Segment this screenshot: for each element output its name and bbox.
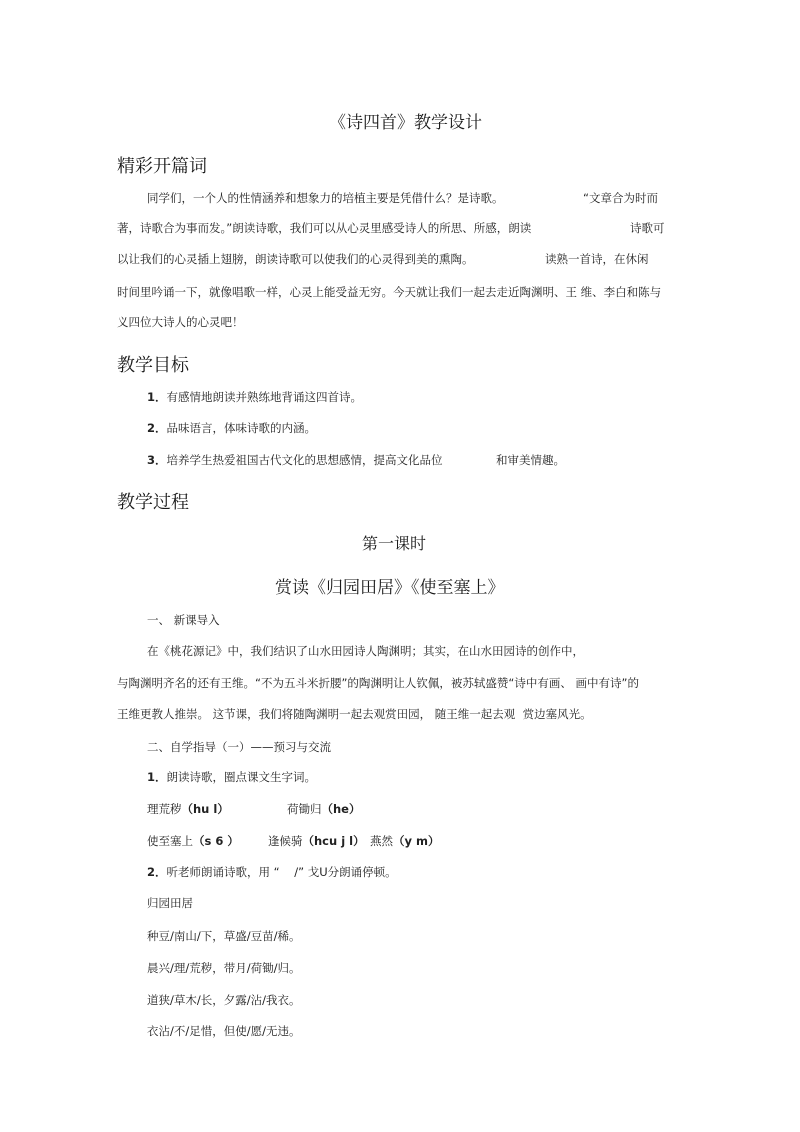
vocab-pinyin: （y m） [393,834,440,848]
goal-number: 1． [147,390,167,404]
poem-line-2: 晨兴/理/荒秽，带月/荷锄/归。 [147,961,301,975]
goal-item-1 [147,389,362,405]
goal-text: 培养学生热爱祖国古代文化的思想感情，提高文化品位 [166,453,443,467]
vocab-pinyin: （he） [321,802,361,816]
lesson-title: 第一课时 [362,534,427,553]
part1-heading: 一、 新课导入 [147,613,220,627]
vocab-item-5 [370,833,439,849]
step-number: 1． [147,770,167,784]
part2-heading: 二、自学指导（一）——预习与交流 [147,740,331,754]
step-text: 听老师朗诵诗歌，用 “ /” 戈U分朗诵停顿。 [166,865,397,879]
poem-line-4: 衣沾/不/足惜，但使/愿/无违。 [147,1024,301,1038]
intro-line-4: 时间里吟诵一下，就像唱歌一样，心灵上能受益无穷。今天就让我们一起去走近陶渊明、王 维、李白和陈与 [117,285,662,299]
step-1 [147,769,316,785]
vocab-pinyin: （hu l） [181,802,229,816]
goal-item-2 [147,420,316,436]
vocab-word: 逢候骑 [268,834,303,848]
goal-number: 3． [147,453,167,467]
lesson-subtitle: 赏读《归园田居》《使至塞上》 [275,578,505,598]
step-text: 朗读诗歌，圈点课文生字词。 [166,770,317,784]
step-number: 2． [147,865,167,879]
vocab-pinyin: （s 6 ） [193,834,239,848]
intro-line-1a: 同学们，一个人的性情涵养和想象力的培植主要是凭借什么？是诗歌。 [147,191,504,205]
vocab-item-1 [147,801,229,817]
intro-line-2b: 诗歌可 [630,221,665,235]
intro-heading: 精彩开篇词 [117,156,207,177]
part1-line-3: 王维更教人推崇。 这节课，我们将随陶渊明一起去观赏田园， 随王维一起去观 赏边塞风光。 [117,707,592,721]
intro-line-2a: 著，诗歌合为事而发。”朗读诗歌，我们可以从心灵里感受诗人的所思、所感，朗读 [117,221,532,235]
goals-heading: 教学目标 [117,355,189,376]
step-2 [147,864,397,880]
vocab-item-2 [287,801,361,817]
poem-line-1: 种豆/南山/下，草盛/豆苗/稀。 [147,929,301,943]
vocab-word: 荷锄归 [287,802,322,816]
part1-line-1: 在《桃花源记》中，我们结识了山水田园诗人陶渊明；其实，在山水田园诗的创作中， [147,644,584,658]
goal-number: 2． [147,421,167,435]
goal-text: 有感情地朗读并熟练地背诵这四首诗。 [166,390,363,404]
vocab-word: 理荒秽 [147,802,182,816]
poem-title: 归园田居 [147,896,193,910]
vocab-word: 使至塞上 [147,834,193,848]
document-title: 《诗四首》教学设计 [329,113,482,133]
goal-item-3 [147,452,443,468]
intro-line-1b: “文章合为时而 [583,191,658,205]
intro-line-3a: 以让我们的心灵插上翅膀，朗读诗歌可以使我们的心灵得到美的熏陶。 [117,252,474,266]
goal-text: 品味语言，体味诗歌的内涵。 [166,421,317,435]
vocab-pinyin: （hcu j l） [302,834,365,848]
process-heading: 教学过程 [117,492,189,513]
vocab-item-4 [268,833,365,849]
vocab-word: 燕然 [370,834,393,848]
part1-line-2: 与陶渊明齐名的还有王维。“不为五斗米折腰”的陶渊明让人钦佩，被苏轼盛赞“诗中有画、 画中有诗”的 [117,676,639,690]
intro-line-3b: 读熟一首诗，在休闲 [545,252,649,266]
vocab-item-3 [147,833,239,849]
goal-item-3-extra: 和审美情趣。 [496,453,565,467]
poem-line-3: 道狭/草木/长，夕露/沾/我衣。 [147,993,301,1007]
intro-line-5: 义四位大诗人的心灵吧！ [117,315,244,329]
